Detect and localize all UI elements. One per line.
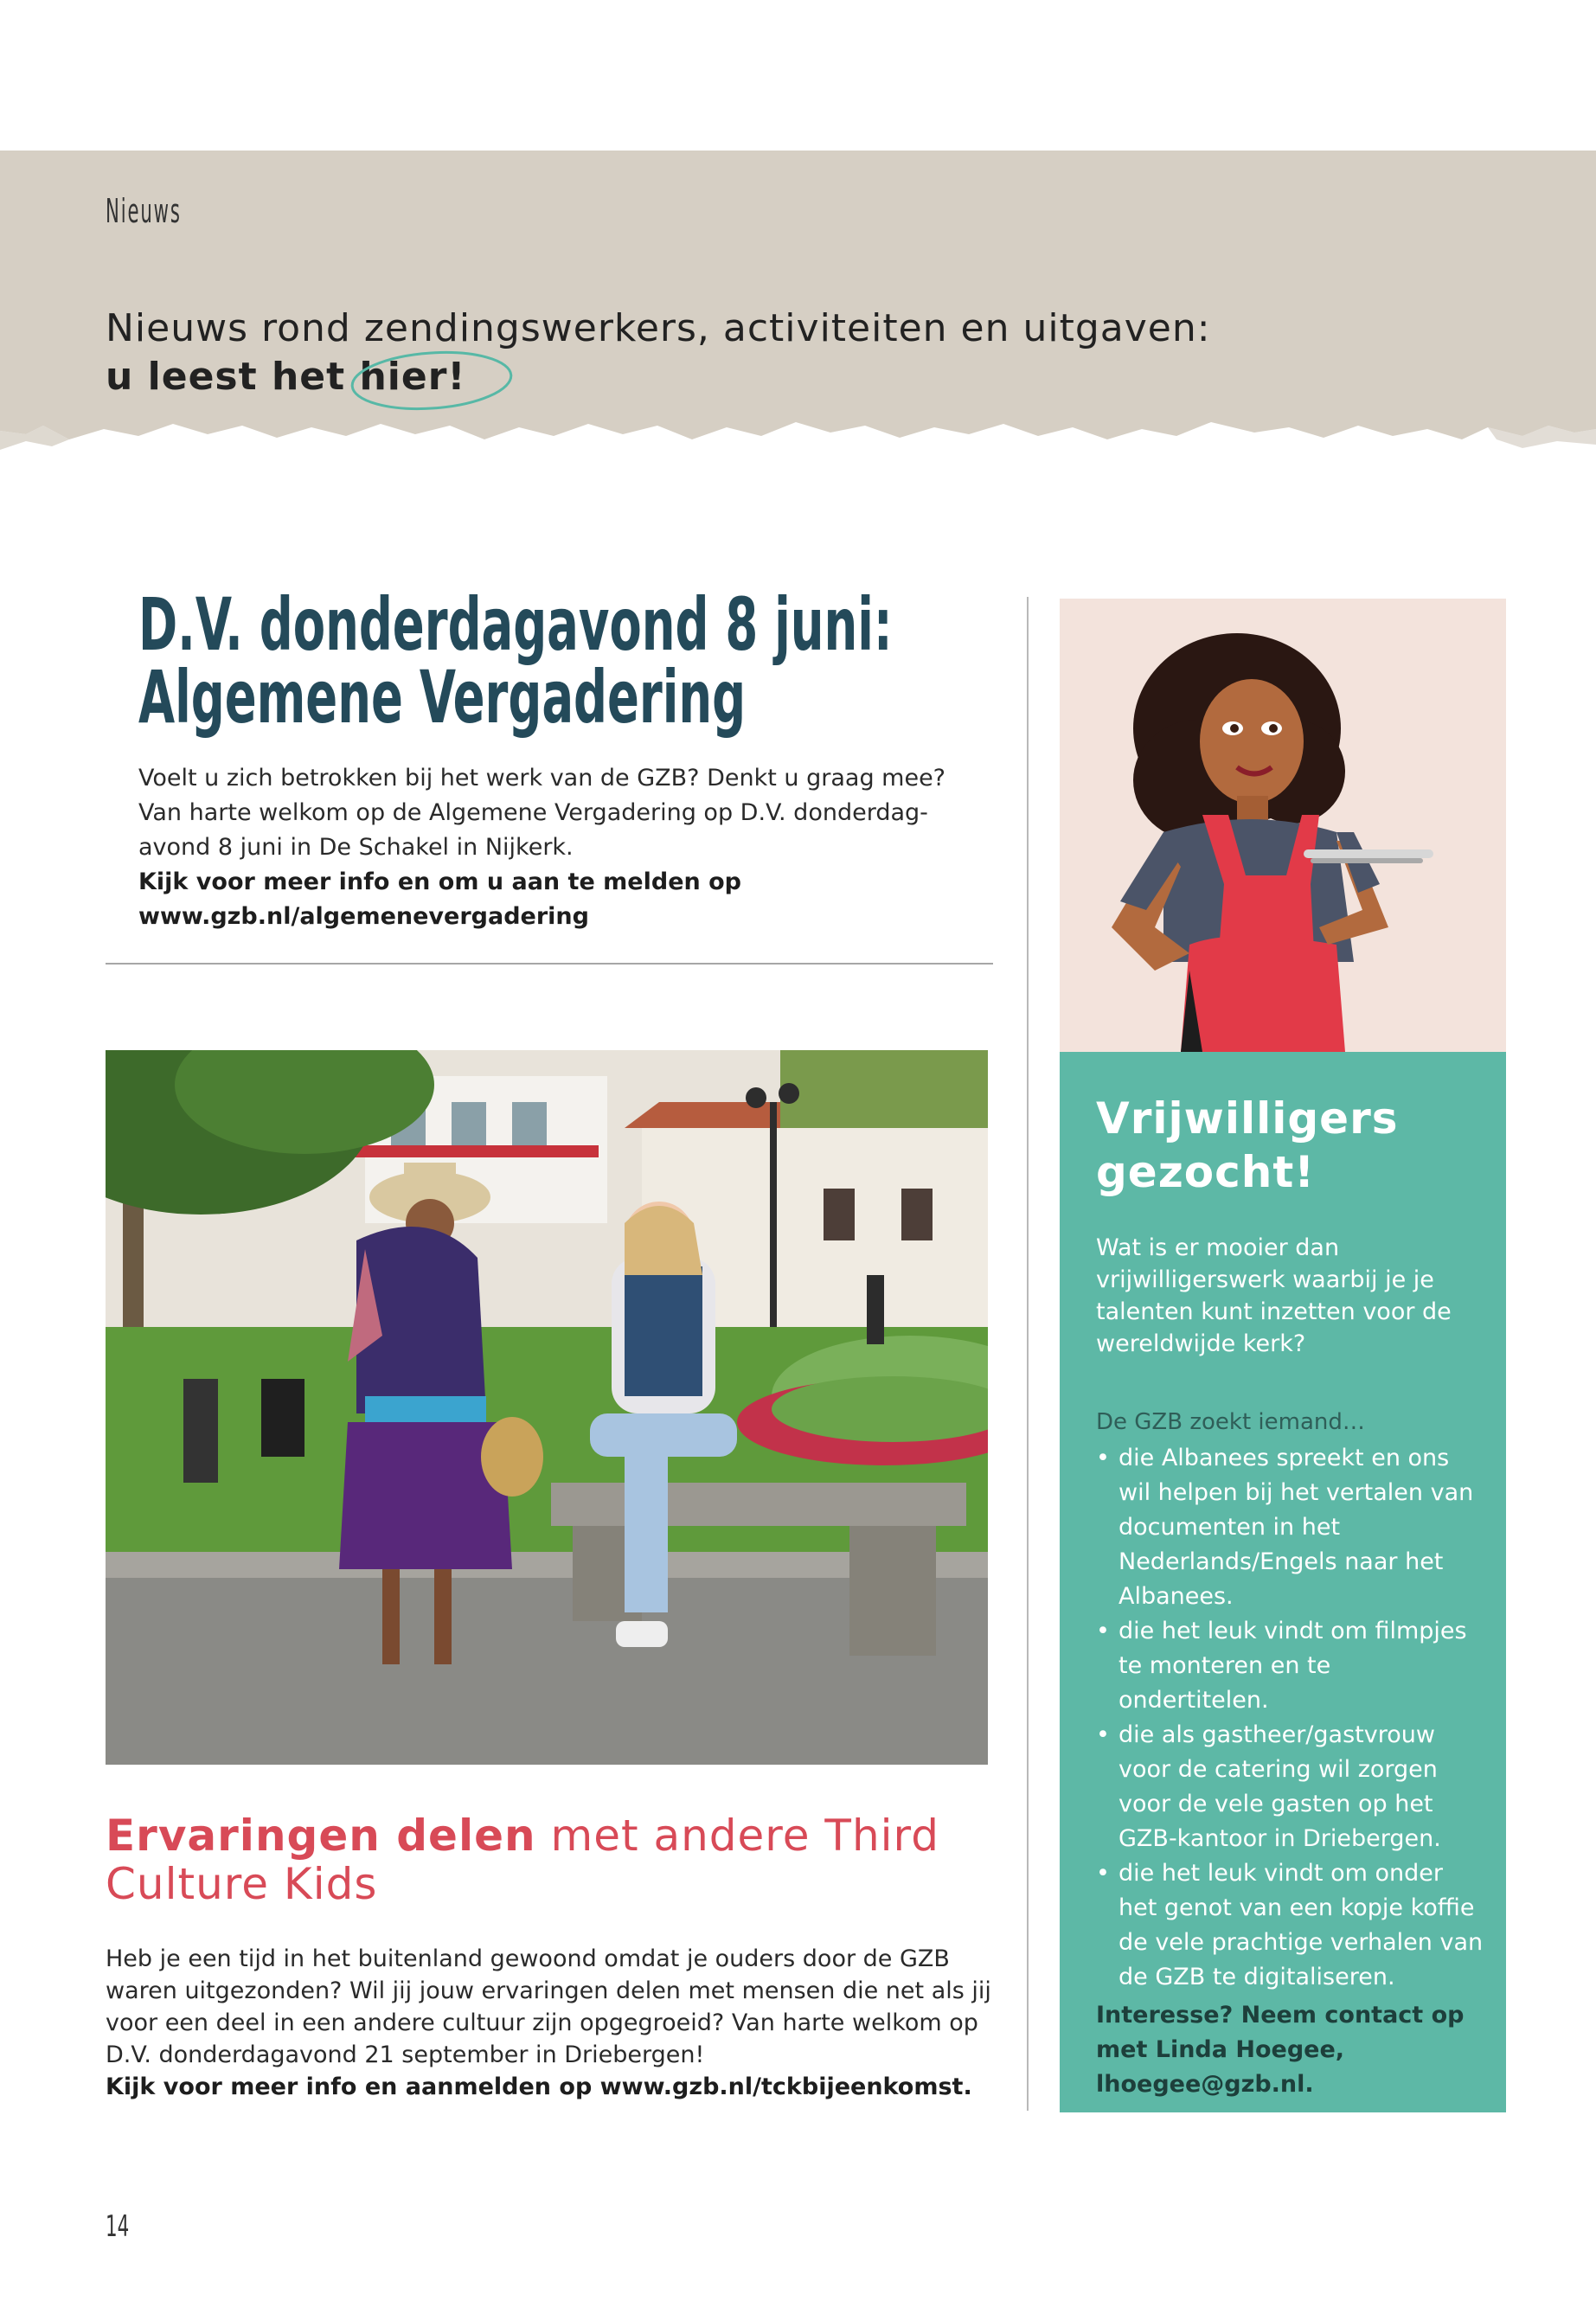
- volunteers-panel: [1060, 1052, 1506, 2112]
- article1-body-text: Voelt u zich betrokken bij het werk van de GZB? Denkt u graag mee? Van harte welkom op de Algemene Vergadering op D.V. donderdag-avond 8 juni in De Schakel in Nijkerk.: [138, 765, 946, 861]
- waitress-illustration: [1060, 599, 1506, 1052]
- banner-intro-text: Nieuws rond zendingswerkers, activiteiten en uitgaven:: [106, 306, 1211, 350]
- volunteers-sub: De GZB zoekt iemand…: [1096, 1409, 1365, 1435]
- article2-body: [106, 1943, 1005, 2103]
- article1-title-line2: Algemene Vergadering: [138, 655, 747, 740]
- article2-title: [106, 1811, 1022, 1908]
- banner-intro: [106, 304, 1230, 401]
- volunteers-cta[interactable]: Interesse? Neem contact op met Linda Hoegee, lhoegee@gzb.nl.: [1096, 2002, 1465, 2098]
- article2-title-bold: Ervaringen delen: [106, 1811, 536, 1861]
- list-item: • die het leuk vindt om filmpjes te monteren en te ondertitelen.: [1096, 1614, 1485, 1718]
- article1-title-line1: D.V. donderdagavond 8 juni:: [138, 582, 893, 667]
- section-label: Nieuws: [106, 192, 182, 230]
- article-divider: [106, 963, 993, 965]
- article1-cta[interactable]: Kijk voor meer info en om u aan te melden op www.gzb.nl/algemenevergadering: [138, 868, 742, 930]
- page-number: 14: [106, 2209, 130, 2244]
- waitress-image: [1060, 599, 1506, 1052]
- article2-body-text: Heb je een tijd in het buitenland gewoond omdat je ouders door de GZB waren uitgezonden? Wil jij jouw ervaringen delen met mensen die net als jij voor een deel in een andere cultuur zijn opgegroeid? Van harte welkom op D.V. donderdagavond 21 september in Driebergen!: [106, 1945, 991, 2068]
- article1-body: [138, 761, 952, 934]
- article2-title-rest: met andere Third Culture Kids: [106, 1811, 939, 1909]
- article2-cta[interactable]: Kijk voor meer info en aanmelden op www.gzb.nl/tckbijeenkomst.: [106, 2073, 972, 2100]
- volunteers-list: [1096, 1441, 1485, 1995]
- volunteers-intro: Wat is er mooier dan vrijwilligerswerk waarbij je je talenten kunt inzetten voor de wereldwijde kerk?: [1096, 1234, 1452, 1357]
- hier-link[interactable]: [359, 353, 465, 401]
- list-item: • die Albanees spreekt en ons wil helpen bij het vertalen van documenten in het Nederlands/Engels naar het Albanees.: [1096, 1441, 1485, 1614]
- column-divider: [1027, 597, 1029, 2111]
- banner-intro-bold: u leest het: [106, 355, 360, 399]
- volunteers-title: Vrijwilligers gezocht!: [1096, 1093, 1399, 1197]
- plaza-photo-image: [106, 1050, 988, 1765]
- hier-link-text[interactable]: hier!: [359, 355, 466, 399]
- list-item: • die als gastheer/gastvrouw voor de catering wil zorgen voor de vele gasten op het GZB-kantoor in Driebergen.: [1096, 1718, 1485, 1856]
- article1-title: [138, 582, 893, 740]
- list-item: • die het leuk vindt om onder het genot van een kopje koffie de vele prachtige verhalen van de GZB te digitaliseren.: [1096, 1856, 1485, 1995]
- tck-photo: [106, 1050, 988, 1765]
